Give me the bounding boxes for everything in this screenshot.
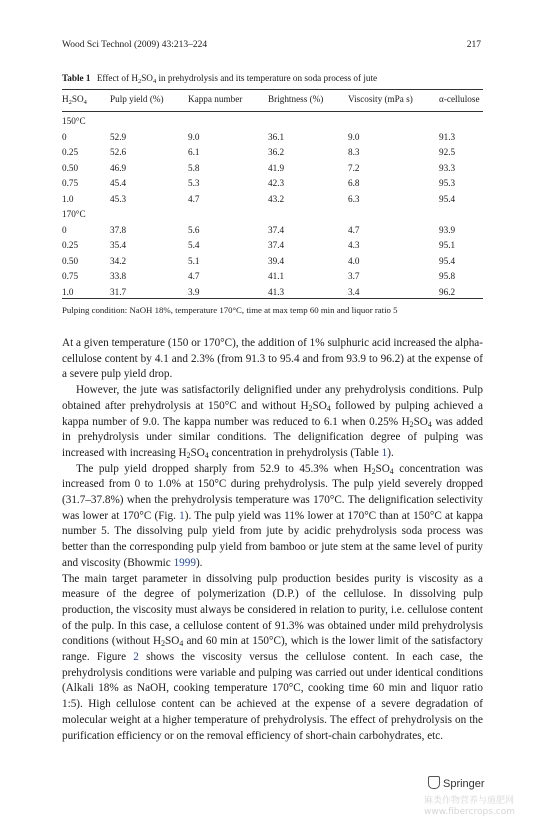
table-row (62, 163, 483, 179)
table-cell: 6.8 (348, 178, 360, 188)
table-cell: 3.7 (348, 271, 360, 281)
table-cell: 4.7 (348, 224, 360, 235)
table-cell: 1.0 (62, 193, 74, 204)
table-row (62, 271, 483, 287)
table-row (62, 256, 483, 272)
table-cell: 95.1 (439, 240, 456, 250)
table-row (62, 287, 483, 303)
table-row (62, 132, 483, 148)
table-cell: 41.9 (268, 162, 285, 173)
table-row (62, 178, 483, 194)
table-cell: 34.2 (110, 255, 127, 266)
table-cell: 39.4 (268, 255, 285, 266)
table-cell: 5.8 (188, 162, 200, 173)
paragraph: At a given temperature (150 or 170°C), the addition of 1% sulphuric acid increased the alpha-cellulose content by 4.1 and 2.3% (from 91.3 to 95.4 and from 93.9 to 96.2) at the expense of a severe pulp yield drop. (62, 337, 483, 381)
table-cell: 37.4 (268, 240, 285, 250)
body-text (62, 336, 483, 744)
table-cell: 5.3 (188, 178, 200, 188)
table-cell: 9.0 (348, 131, 360, 142)
paragraph: The main target parameter in dissolving pulp production besides purity is viscosity as a measure of the degree of polymerization (D.P.) of the cellulose. In dissolving pulp production, the viscosity must always be considered in relation to purity, i.e. cellulose content of the pulp. In this case, a cellulose content of 91.3% was obtained under mild prehydrolysis conditions (without $H_2SO_4$ and 60 min at 150°C), which is the lower limit of the satisfactory range. Figure 2 shows the viscosity versus the cellulose content. In each case, the prehydrolysis conditions were variable and pulping was carried out under identical conditions (Alkali 18% as NaOH, cooking temperature 170°C, cooking time 60 min and liquor ratio 1:5). High cellulose content can be achieved at the expense of a severe degradation of molecular weight at a higher temperature of prehydrolysis. The effect of prehydrolysis on the purification efficiency or on the removal efficiency of short-chain carbohydrates, etc. (62, 572, 483, 742)
table-cell: 96.2 (439, 286, 456, 297)
springer-horse-icon (428, 776, 440, 789)
paragraph: However, the jute was satisfactorily delignified under any prehydrolysis conditions. Pulp obtained after prehydrolysis at 150°C and without $H_2SO_4$ followed by pulping achieved a kappa number of 9.0. The kappa number was reduced to 6.1 when 0.25% $H_2SO_4$ was added in prehydrolysis under similar conditions. The delignification degree of pulping was increased with increasing $H_2SO_4$ concentration in prehydrolysis (Table 1). (62, 384, 484, 460)
table-cell: 0.75 (62, 271, 79, 281)
header-pulp-yield: Pulp yield (%) (110, 94, 164, 104)
table-cell: 91.3 (439, 131, 456, 142)
table-cell: 1.0 (62, 286, 74, 297)
table-cell: 0.75 (62, 178, 79, 188)
table-cell: 0 (62, 224, 67, 235)
table-reference-link[interactable]: 1 (381, 446, 388, 459)
table-cell: 95.4 (439, 255, 456, 266)
table-cell: 45.4 (110, 178, 127, 188)
table-group-label: 150°C (62, 116, 86, 126)
table-cell: 52.6 (110, 147, 127, 157)
header-h2so4: $H_2SO_4$ (62, 94, 87, 106)
table-cell: 41.3 (268, 286, 285, 297)
table-group-label: 170°C (62, 209, 86, 219)
figure-reference-link[interactable]: 2 (133, 651, 139, 664)
table-cell: 0.25 (62, 240, 79, 250)
table-cell: 5.4 (188, 240, 200, 250)
table-cell: 35.4 (110, 240, 127, 250)
table-footnote: Pulping condition: NaOH 18%, temperature 170°C, time at max temp 60 min and liquor ratio 5 (62, 305, 398, 315)
table-cell: 0.25 (62, 147, 79, 157)
paragraph: The pulp yield dropped sharply from 52.9 to 45.3% when $H_2SO_4$ concentration was increased from 0 to 1.0% at 150°C during prehydrolysis. The pulp yield severely dropped (31.7–37.8%) when the prehydrolysis temperature was 170°C. The delignification selectivity was lower at 170°C (Fig. 1). The pulp yield was 11% lower at 170°C than at 150°C at kappa number 5. The dissolving pulp yield from jute by acidic prehydrolysis soda process was better than the corresponding pulp yield from bamboo or jute stem at the same level of purity and viscosity (Bhowmic 1999). (62, 462, 484, 569)
table-row (62, 225, 483, 241)
table-bottom-rule (62, 298, 483, 299)
watermark: 麻类作物营养与施肥网 www.fibercrops.com (424, 796, 515, 817)
table-cell: 92.5 (439, 147, 456, 157)
figure-reference-link[interactable]: 1 (179, 509, 185, 522)
table-cell: 52.9 (110, 131, 127, 142)
table-cell: 0 (62, 131, 67, 142)
table-cell: 46.9 (110, 162, 127, 173)
table-cell: 41.1 (268, 271, 285, 281)
table-cell: 5.6 (188, 224, 200, 235)
table-cell: 33.8 (110, 271, 127, 281)
table-cell: 37.4 (268, 224, 285, 235)
header-brightness: Brightness (%) (268, 94, 324, 104)
table-header-row (62, 94, 483, 110)
citation-link[interactable]: 1999 (173, 556, 196, 569)
table-top-rule (62, 89, 483, 90)
table-label: Table 1 (62, 73, 91, 83)
table-header-rule (62, 111, 483, 112)
table-cell: 7.2 (348, 162, 360, 173)
table-caption: Table 1 Effect of $H_2SO_4$ in prehydrolysis and its temperature on soda process of jute (62, 73, 378, 85)
page-number: 217 (466, 40, 481, 50)
table-cell: 8.3 (348, 147, 360, 157)
table-cell: 0.50 (62, 255, 79, 266)
table-cell: 36.1 (268, 131, 285, 142)
table-cell: 95.8 (439, 271, 456, 281)
table-cell: 36.2 (268, 147, 285, 157)
table-cell: 93.3 (439, 162, 456, 173)
table-cell: 4.7 (188, 271, 200, 281)
header-kappa: Kappa number (188, 94, 243, 104)
journal-citation: Wood Sci Technol (2009) 43:213–224 (62, 40, 208, 50)
table-cell: 43.2 (268, 193, 285, 204)
header-alpha-cellulose: α-cellulose (439, 94, 480, 104)
table-row (62, 194, 483, 210)
table-row (62, 147, 483, 163)
header-viscosity: Viscosity (mPa s) (348, 94, 413, 104)
table-cell: 3.4 (348, 286, 360, 297)
table-cell: 4.0 (348, 255, 360, 266)
table-cell: 37.8 (110, 224, 127, 235)
table-cell: 9.0 (188, 131, 200, 142)
publisher-mark: Springer (428, 776, 485, 790)
table-body (62, 116, 483, 302)
table-cell: 93.9 (439, 224, 456, 235)
table-row (62, 240, 483, 256)
table-cell: 4.3 (348, 240, 360, 250)
table-cell: 95.3 (439, 178, 456, 188)
table-cell: 0.50 (62, 162, 79, 173)
table-cell: 4.7 (188, 193, 200, 204)
table-cell: 42.3 (268, 178, 285, 188)
table-cell: 6.1 (188, 147, 200, 157)
table-cell: 31.7 (110, 286, 127, 297)
table-cell: 6.3 (348, 193, 360, 204)
table-cell: 5.1 (188, 255, 200, 266)
table-cell: 3.9 (188, 286, 200, 297)
table-cell: 95.4 (439, 193, 456, 204)
table-cell: 45.3 (110, 193, 127, 204)
